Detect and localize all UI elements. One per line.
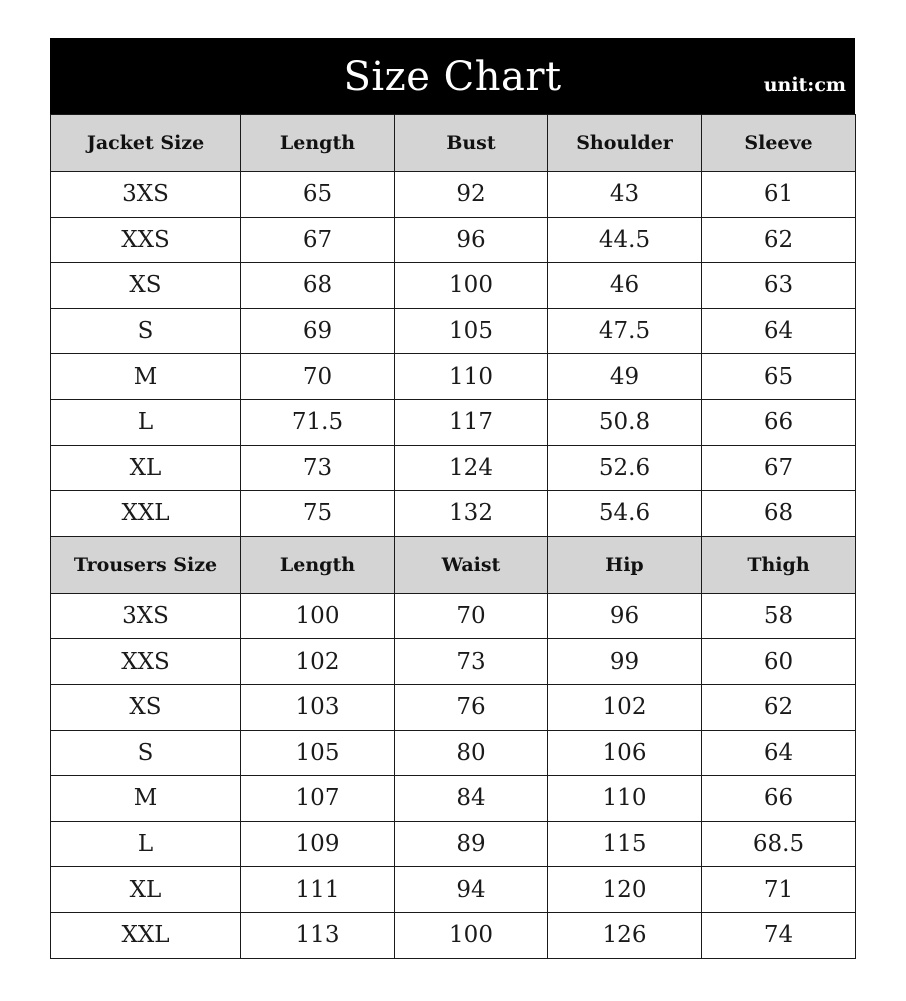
trousers-size-cell: S [51,730,241,776]
jacket-size-cell: S [51,308,241,354]
trousers-measure-cell: 73 [395,639,548,685]
trousers-measure-cell: 62 [702,684,856,730]
jacket-size-cell: XXS [51,217,241,263]
trousers-column-header: Length [241,536,395,593]
jacket-measure-cell: 43 [548,172,702,218]
jacket-measure-cell: 62 [702,217,856,263]
jacket-size-cell: L [51,399,241,445]
size-table-body [51,115,856,959]
size-table [50,114,856,959]
trousers-measure-cell: 100 [241,593,395,639]
trousers-measure-cell: 109 [241,821,395,867]
trousers-measure-cell: 71 [702,867,856,913]
trousers-measure-cell: 107 [241,776,395,822]
trousers-table-row [51,639,856,685]
trousers-measure-cell: 84 [395,776,548,822]
jacket-table-row [51,354,856,400]
jacket-size-cell: 3XS [51,172,241,218]
jacket-measure-cell: 47.5 [548,308,702,354]
jacket-measure-cell: 67 [241,217,395,263]
jacket-size-cell: XL [51,445,241,491]
jacket-table-row [51,217,856,263]
jacket-measure-cell: 52.6 [548,445,702,491]
jacket-measure-cell: 124 [395,445,548,491]
title-bar [50,38,855,114]
trousers-measure-cell: 106 [548,730,702,776]
jacket-measure-cell: 68 [241,263,395,309]
jacket-measure-cell: 54.6 [548,491,702,537]
jacket-measure-cell: 92 [395,172,548,218]
trousers-measure-cell: 89 [395,821,548,867]
trousers-column-header: Hip [548,536,702,593]
trousers-measure-cell: 58 [702,593,856,639]
jacket-measure-cell: 65 [702,354,856,400]
jacket-column-header: Bust [395,115,548,172]
trousers-measure-cell: 126 [548,912,702,958]
jacket-column-header: Sleeve [702,115,856,172]
trousers-measure-cell: 105 [241,730,395,776]
jacket-table-row [51,263,856,309]
jacket-table-row [51,308,856,354]
trousers-measure-cell: 74 [702,912,856,958]
jacket-table-row [51,491,856,537]
trousers-table-row [51,684,856,730]
trousers-size-cell: L [51,821,241,867]
trousers-table-row [51,912,856,958]
jacket-measure-cell: 96 [395,217,548,263]
jacket-measure-cell: 65 [241,172,395,218]
trousers-measure-cell: 110 [548,776,702,822]
trousers-size-cell: XXL [51,912,241,958]
jacket-measure-cell: 44.5 [548,217,702,263]
trousers-size-cell: XXS [51,639,241,685]
jacket-measure-cell: 105 [395,308,548,354]
trousers-measure-cell: 102 [241,639,395,685]
jacket-measure-cell: 67 [702,445,856,491]
trousers-measure-cell: 111 [241,867,395,913]
trousers-table-row [51,821,856,867]
jacket-table-row [51,445,856,491]
jacket-measure-cell: 100 [395,263,548,309]
jacket-measure-cell: 49 [548,354,702,400]
trousers-table-row [51,867,856,913]
jacket-measure-cell: 75 [241,491,395,537]
trousers-measure-cell: 76 [395,684,548,730]
jacket-size-cell: XXL [51,491,241,537]
jacket-measure-cell: 68 [702,491,856,537]
jacket-measure-cell: 64 [702,308,856,354]
trousers-measure-cell: 103 [241,684,395,730]
jacket-measure-cell: 50.8 [548,399,702,445]
jacket-header-row [51,115,856,172]
trousers-column-header: Thigh [702,536,856,593]
jacket-measure-cell: 73 [241,445,395,491]
jacket-measure-cell: 63 [702,263,856,309]
trousers-measure-cell: 115 [548,821,702,867]
jacket-measure-cell: 117 [395,399,548,445]
jacket-measure-cell: 61 [702,172,856,218]
jacket-measure-cell: 69 [241,308,395,354]
trousers-measure-cell: 102 [548,684,702,730]
trousers-table-row [51,776,856,822]
trousers-measure-cell: 113 [241,912,395,958]
trousers-table-row [51,593,856,639]
jacket-column-header: Length [241,115,395,172]
trousers-size-cell: XS [51,684,241,730]
chart-title: Size Chart [343,54,562,100]
trousers-measure-cell: 120 [548,867,702,913]
trousers-size-cell: M [51,776,241,822]
trousers-measure-cell: 100 [395,912,548,958]
trousers-measure-cell: 64 [702,730,856,776]
jacket-table-row [51,399,856,445]
trousers-measure-cell: 94 [395,867,548,913]
jacket-measure-cell: 66 [702,399,856,445]
trousers-size-cell: XL [51,867,241,913]
jacket-size-cell: XS [51,263,241,309]
jacket-table-row [51,172,856,218]
jacket-column-header: Jacket Size [51,115,241,172]
trousers-measure-cell: 80 [395,730,548,776]
trousers-measure-cell: 66 [702,776,856,822]
trousers-column-header: Waist [395,536,548,593]
jacket-measure-cell: 46 [548,263,702,309]
trousers-measure-cell: 96 [548,593,702,639]
jacket-size-cell: M [51,354,241,400]
trousers-measure-cell: 60 [702,639,856,685]
jacket-column-header: Shoulder [548,115,702,172]
trousers-table-row [51,730,856,776]
trousers-size-cell: 3XS [51,593,241,639]
jacket-measure-cell: 70 [241,354,395,400]
unit-label: unit:cm [763,74,846,96]
trousers-column-header: Trousers Size [51,536,241,593]
size-chart [50,38,855,959]
trousers-measure-cell: 70 [395,593,548,639]
jacket-measure-cell: 132 [395,491,548,537]
trousers-header-row [51,536,856,593]
jacket-measure-cell: 71.5 [241,399,395,445]
trousers-measure-cell: 99 [548,639,702,685]
trousers-measure-cell: 68.5 [702,821,856,867]
jacket-measure-cell: 110 [395,354,548,400]
